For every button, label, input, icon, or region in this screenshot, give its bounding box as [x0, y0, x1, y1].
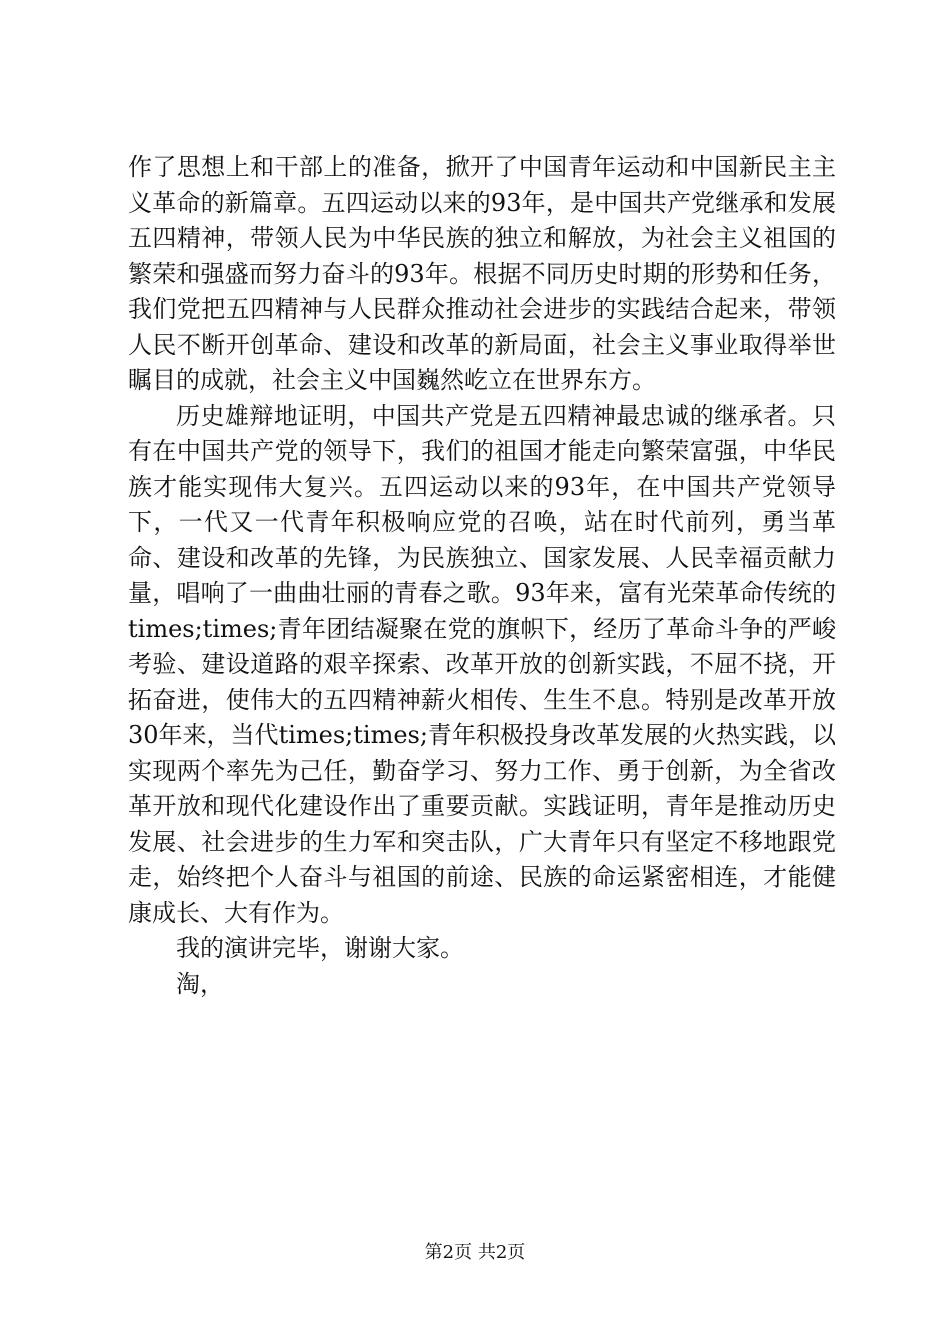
paragraph-2: 历史雄辩地证明，中国共产党是五四精神最忠诚的继承者。只有在中国共产党的领导下，我们的祖国才能走向繁荣富强，中华民族才能实现伟大复兴。五四运动以来的93年，在中国共产党领导下，一代又一代青年积极响应党的召唤，站在时代前列，勇当革命、建设和改革的先锋，为民族独立、国家发展、人民幸福贡献力量，唱响了一曲曲壮丽的青春之歌。93年来，富有光荣革命传统的times;times;青年团结凝聚在党的旗帜下，经历了革命斗争的严峻考验、建设道路的艰辛探索、改革开放的创新实践，不屈不挠，开拓奋进，使伟大的五四精神薪火相传、生生不息。特别是改革开放30年来，当代times;times;青年积极投身改革发展的火热实践，以实现两个率先为己任，勤奋学习、努力工作、勇于创新，为全省改革开放和现代化建设作出了重要贡献。实践证明，青年是推动历史发展、社会进步的生力军和突击队，广大青年只有坚定不移地跟党走，始终把个人奋斗与祖国的前途、民族的命运紧密相连，才能健康成长、大有作为。 — [128, 401, 836, 927]
paragraph-1: 作了思想上和干部上的准备，掀开了中国青年运动和中国新民主主义革命的新篇章。五四运动以来的93年，是中国共产党继承和发展五四精神，带领人民为中华民族的独立和解放，为社会主义祖国的繁荣和强盛而努力奋斗的93年。根据不同历史时期的形势和任务，我们党把五四精神与人民群众推动社会进步的实践结合起来，带领人民不断开创革命、建设和改革的新局面，社会主义事业取得举世瞩目的成就，社会主义中国巍然屹立在世界东方。 — [128, 153, 836, 394]
paragraph-4: 淘， — [176, 969, 224, 998]
page-footer: 第2页 共2页 — [424, 1242, 526, 1263]
document-body — [128, 150, 836, 1002]
paragraph-3: 我的演讲完毕，谢谢大家。 — [176, 934, 464, 962]
